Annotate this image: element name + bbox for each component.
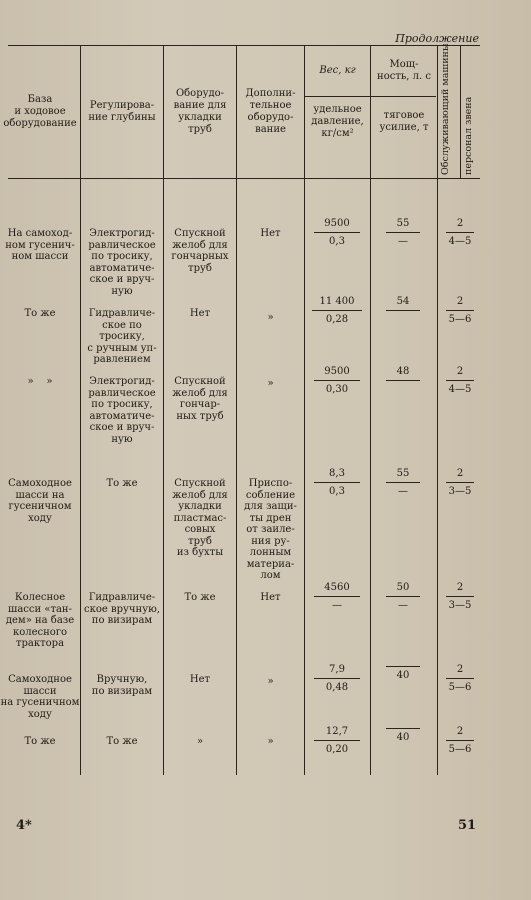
row2-extra: » (267, 312, 274, 323)
header-depth: Регулирова- ние глубины (88, 100, 156, 123)
row7-extra: » (267, 736, 274, 747)
col-divider-6 (437, 45, 438, 775)
row7-weight: 12,7 0,20 (314, 726, 360, 756)
row7-pipe: » (196, 736, 204, 747)
header-traction: тяговое усилие, т (379, 110, 429, 133)
row3-base: » » (27, 376, 53, 387)
row1-extra: Нет (260, 228, 281, 239)
row1-pipe: Спускной желоб для гончарных труб (171, 228, 229, 274)
row1-staff: 2 4—5 (446, 218, 474, 248)
row2-weight: 11 400 0,28 (312, 296, 362, 326)
continued-label: Продолжение (395, 32, 479, 45)
row4-pipe: Спускной желоб для укладки пластмас- совых труб из бухты (172, 478, 228, 558)
row5-power: 50 — (386, 582, 420, 612)
header-pipe: Оборудо- вание для укладки труб (173, 88, 227, 135)
header-extra: Дополни- тельное оборудо- вание (245, 88, 296, 135)
row4-depth: То же (106, 478, 138, 489)
row5-extra: Нет (260, 592, 281, 603)
row7-staff: 2 5—6 (446, 726, 474, 756)
row3-power: 48 (386, 366, 420, 384)
signature-mark: 4* (16, 818, 32, 833)
row6-staff: 2 5—6 (446, 664, 474, 694)
row7-depth: То же (106, 736, 138, 747)
row4-base: Самоходное шасси на гусеничном ходу (8, 478, 72, 524)
row6-base: Самоходное шасси на гусеничном ходу (0, 674, 80, 720)
table-header-rule (8, 178, 480, 179)
row7-base: То же (24, 736, 56, 747)
row3-weight: 9500 0,30 (314, 366, 360, 396)
row6-depth: Вручную, по визирам (91, 674, 153, 697)
row5-depth: Гидравличе- ское вручную, по визирам (84, 592, 160, 626)
row6-power: 40 (386, 664, 420, 682)
row5-base: Колесное шасси «тан- дем» на базе колесного трактора (5, 592, 75, 649)
row2-pipe: Нет (189, 308, 211, 319)
row4-extra: Приспо- собление для защи- ты дрен от заиле- ния ру- лонным материа- лом (244, 478, 297, 581)
row3-pipe: Спускной желоб для гончар- ных труб (172, 376, 228, 422)
header-staff-machine: Обслуживающий машины (440, 43, 451, 175)
row1-weight: 9500 0,3 (314, 218, 360, 248)
row1-base: На самоход- ном гусенич- ном шасси (5, 228, 75, 262)
row4-power: 55 — (386, 468, 420, 498)
row5-pipe: То же (184, 592, 216, 603)
row3-staff: 2 4—5 (446, 366, 474, 396)
page-number: 51 (458, 818, 477, 833)
row1-depth: Электрогид- равлическое по тросику, автоматиче- ское и вруч- ную (88, 228, 156, 297)
row3-depth: Электрогид- равлическое по тросику, автоматиче- ское и вруч- ную (88, 376, 156, 445)
header-base: База и ходовое оборудование (3, 94, 77, 129)
col-divider-4 (304, 45, 305, 775)
row4-staff: 2 3—5 (446, 468, 474, 498)
col-divider-5 (370, 45, 371, 775)
row5-weight: 4560 — (314, 582, 360, 612)
header-power: Мощ- ность, л. с (377, 59, 431, 82)
header-pressure: удельное давление, кг/см² (311, 104, 364, 139)
col-divider-7 (460, 45, 461, 178)
row6-extra: » (267, 676, 274, 687)
row3-extra: » (267, 378, 274, 389)
header-weight: Вес, кг (319, 65, 356, 76)
row2-power: 54 (386, 296, 420, 314)
row2-staff: 2 5—6 (446, 296, 474, 326)
row4-weight: 8,3 0,3 (314, 468, 360, 498)
row1-power: 55 — (386, 218, 420, 248)
row7-power: 40 (386, 726, 420, 744)
row6-pipe: Нет (189, 674, 211, 685)
row6-weight: 7,9 0,48 (314, 664, 360, 694)
row2-depth: Гидравличе- ское по тросику, с ручным уп- равлением (87, 308, 157, 365)
row2-base: То же (24, 308, 56, 319)
row5-staff: 2 3—5 (446, 582, 474, 612)
header-staff-unit: персонал звена (463, 96, 474, 175)
